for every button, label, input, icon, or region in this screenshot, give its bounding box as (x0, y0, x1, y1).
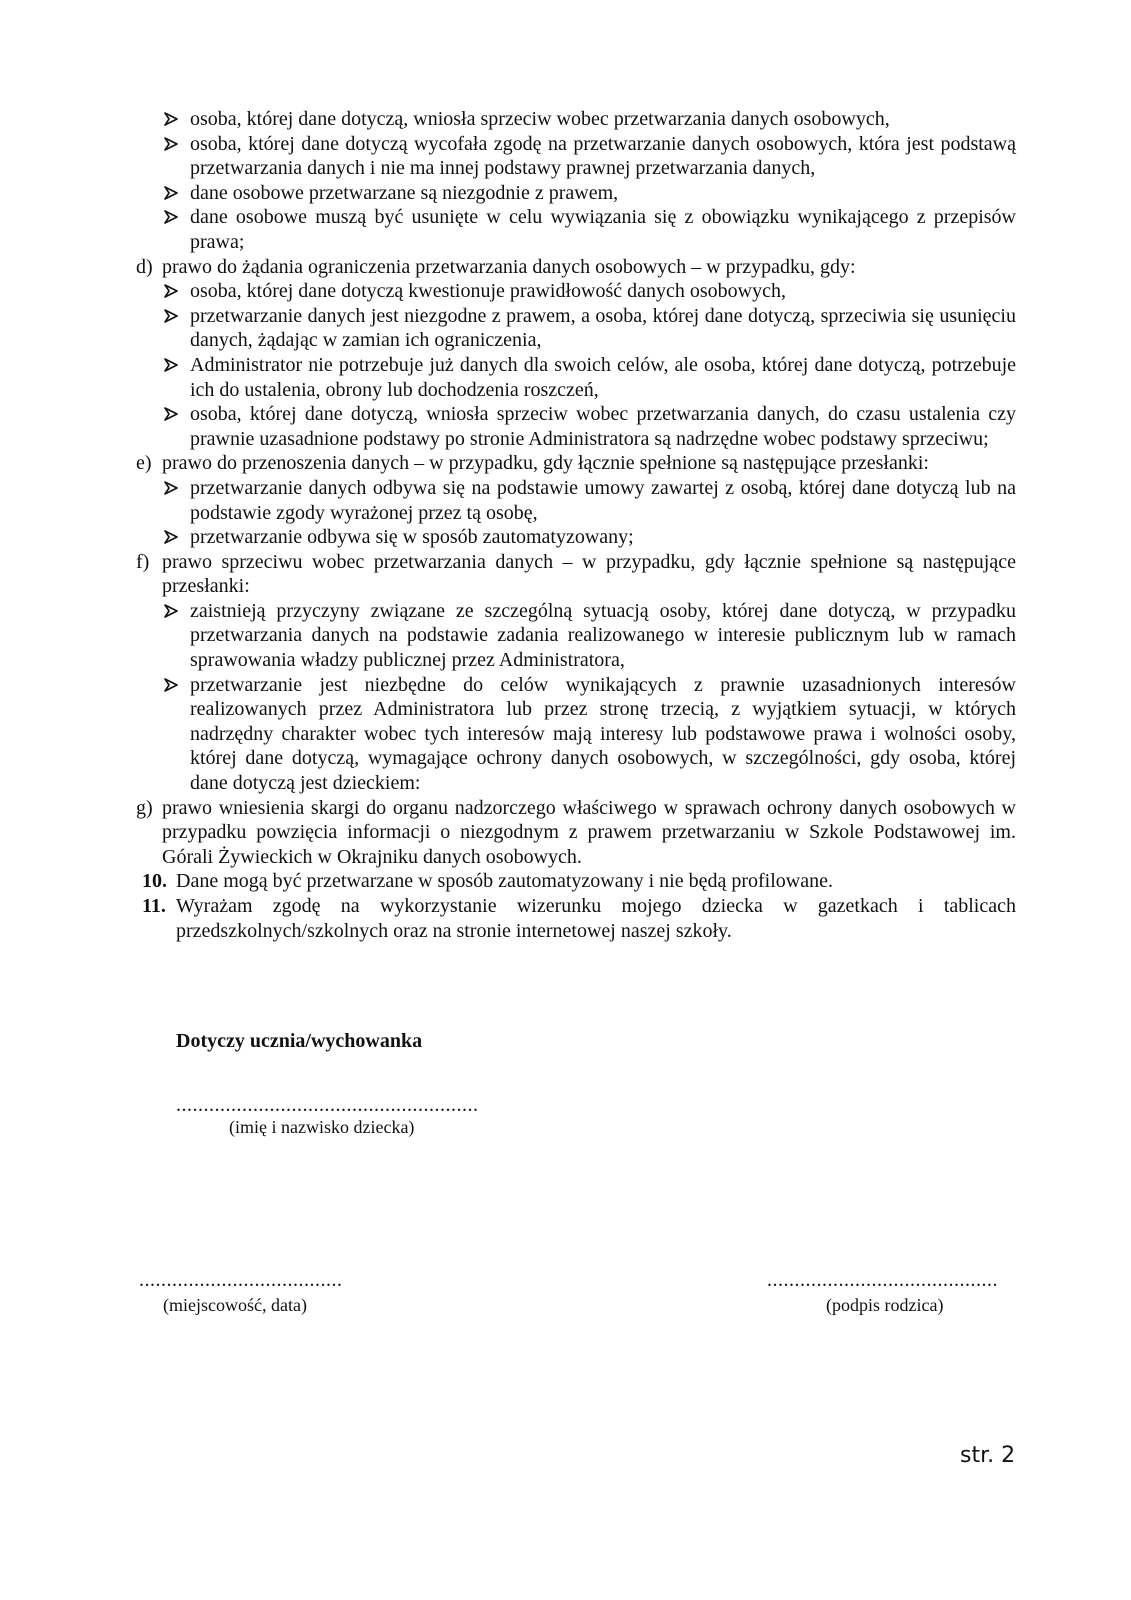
list-item (136, 402, 1016, 451)
arrow-bullet-icon (164, 599, 184, 618)
list-item-text: osoba, której dane dotyczą, wniosła sprzeciw wobec przetwarzania danych osobowych, (190, 108, 890, 130)
list-letter: e) (136, 452, 152, 475)
child-name-line: ....................................................... (176, 1094, 479, 1116)
list-item (136, 599, 1016, 673)
list-item (136, 673, 1016, 796)
arrow-bullet-icon (164, 107, 184, 126)
numbered-item-11 (136, 894, 1016, 943)
list-letter: d) (136, 255, 153, 278)
list-item (136, 205, 1016, 254)
list-item-text: przetwarzanie danych odbywa się na podstawie umowy zawartej z osobą, której dane dotyczą lub na podstawie zgody wyrażonej przez tą osobę, (190, 476, 1016, 524)
section-title: Dotyczy ucznia/wychowanka (176, 1030, 423, 1052)
child-name-caption: (imię i nazwisko dziecka) (229, 1117, 415, 1137)
list-item-d (136, 255, 1016, 280)
arrow-bullet-icon (164, 476, 184, 495)
list-letter: g) (136, 796, 153, 819)
list-item (136, 476, 1016, 525)
page-number: str. 2 (960, 1443, 1016, 1468)
arrow-bullet-icon (164, 402, 184, 421)
parent-signature-caption: (podpis rodzica) (826, 1295, 944, 1315)
arrow-bullet-icon (164, 353, 184, 372)
list-item (136, 353, 1016, 402)
list-item-text: prawo wniesienia skargi do organu nadzorczego właściwego w sprawach ochrony danych osobowych w przypadku powzięcia informacji o niezgodnym z prawem przetwarzaniu w Szkole Podstawowej im. Górali Żywieckich w Okrajniku danych osobowych. (162, 796, 1016, 868)
arrow-bullet-icon (164, 304, 184, 323)
list-item-text: zaistnieją przyczyny związane ze szczególną sytuacją osoby, której dane dotyczą, w przypadku przetwarzania danych na podstawie zadania realizowanego w interesie publicznym lub w ramach sprawowania władzy publicznej przez Administratora, (190, 599, 1016, 672)
arrow-bullet-icon (164, 181, 184, 200)
list-item-text: osoba, której dane dotyczą, wniosła sprzeciw wobec przetwarzania danych, do czasu ustalenia czy prawnie uzasadnione podstawy po stronie Administratora są nadrzędne wobec podstawy sprzeciwu; (190, 403, 1016, 450)
list-item-text: Administrator nie potrzebuje już danych dla swoich celów, ale osoba, której dane dotyczą, potrzebuje ich do ustalenia, obrony lub dochodzenia roszczeń, (190, 353, 1016, 401)
list-item-text: przetwarzanie odbywa się w sposób zautomatyzowany; (190, 526, 634, 549)
list-item-text: Wyrażam zgodę na wykorzystanie wizerunku mojego dziecka w gazetkach i tablicach przedszkolnych/szkolnych oraz na stronie internetowej naszej szkoły. (176, 895, 1016, 942)
place-date-line: ..................................... (139, 1269, 343, 1291)
arrow-bullet-icon (164, 132, 184, 151)
list-item (136, 304, 1016, 353)
list-item-text: dane osobowe muszą być usunięte w celu wywiązania się z obowiązku wynikającego z przepisów prawa; (190, 206, 1016, 253)
list-item (136, 132, 1016, 181)
list-item-text: prawo sprzeciwu wobec przetwarzania danych – w przypadku, gdy łącznie spełnione są następujące przesłanki: (162, 550, 1016, 598)
list-item-text: przetwarzanie jest niezbędne do celów wynikających z prawnie uzasadnionych interesów realizowanych przez Administratora lub przez stronę trzecią, z wyjątkiem sytuacji, w których nadrzędny charakter wobec tych interesów mają interesy lub podstawowe prawa i wolności osoby, której dane dotyczą, wymagające ochrony danych osobowych, w szczególności, gdy osoba, której dane dotyczą jest dzieckiem: (190, 673, 1016, 795)
arrow-bullet-icon (164, 205, 184, 224)
list-item-text: prawo do przenoszenia danych – w przypadku, gdy łącznie spełnione są następujące przesłanki: (162, 452, 929, 475)
list-item-text: przetwarzanie danych jest niezgodne z prawem, a osoba, której dane dotyczą, sprzeciwia się usunięciu danych, żądając w zamian ich ograniczenia, (190, 304, 1016, 352)
list-item-f (136, 550, 1016, 599)
list-item-text: osoba, której dane dotyczą kwestionuje prawidłowość danych osobowych, (190, 280, 786, 303)
list-item-text: prawo do żądania ograniczenia przetwarzania danych osobowych – w przypadku, gdy: (162, 255, 856, 278)
list-item-g (136, 796, 1016, 870)
item-number: 11. (142, 895, 166, 917)
list-item-e (136, 451, 1016, 476)
arrow-bullet-icon (164, 525, 184, 544)
arrow-bullet-icon (164, 673, 184, 692)
list-letter: f) (136, 550, 150, 573)
place-date-caption: (miejscowość, data) (163, 1295, 307, 1315)
list-item (136, 525, 1016, 550)
parent-signature-line: .......................................... (767, 1269, 998, 1291)
list-item-text: osoba, której dane dotyczą wycofała zgodę na przetwarzanie danych osobowych, która jest podstawą przetwarzania danych i nie ma innej podstawy prawnej przetwarzania danych, (190, 132, 1016, 180)
list-item-text: dane osobowe przetwarzane są niezgodnie z prawem, (190, 181, 619, 204)
list-item (136, 107, 1016, 132)
list-item-text: Dane mogą być przetwarzane w sposób zautomatyzowany i nie będą profilowane. (176, 870, 833, 893)
document-body (136, 107, 1016, 943)
item-number: 10. (142, 870, 167, 893)
numbered-item-10 (136, 869, 1016, 894)
arrow-bullet-icon (164, 279, 184, 298)
list-item (136, 279, 1016, 304)
list-item (136, 181, 1016, 206)
